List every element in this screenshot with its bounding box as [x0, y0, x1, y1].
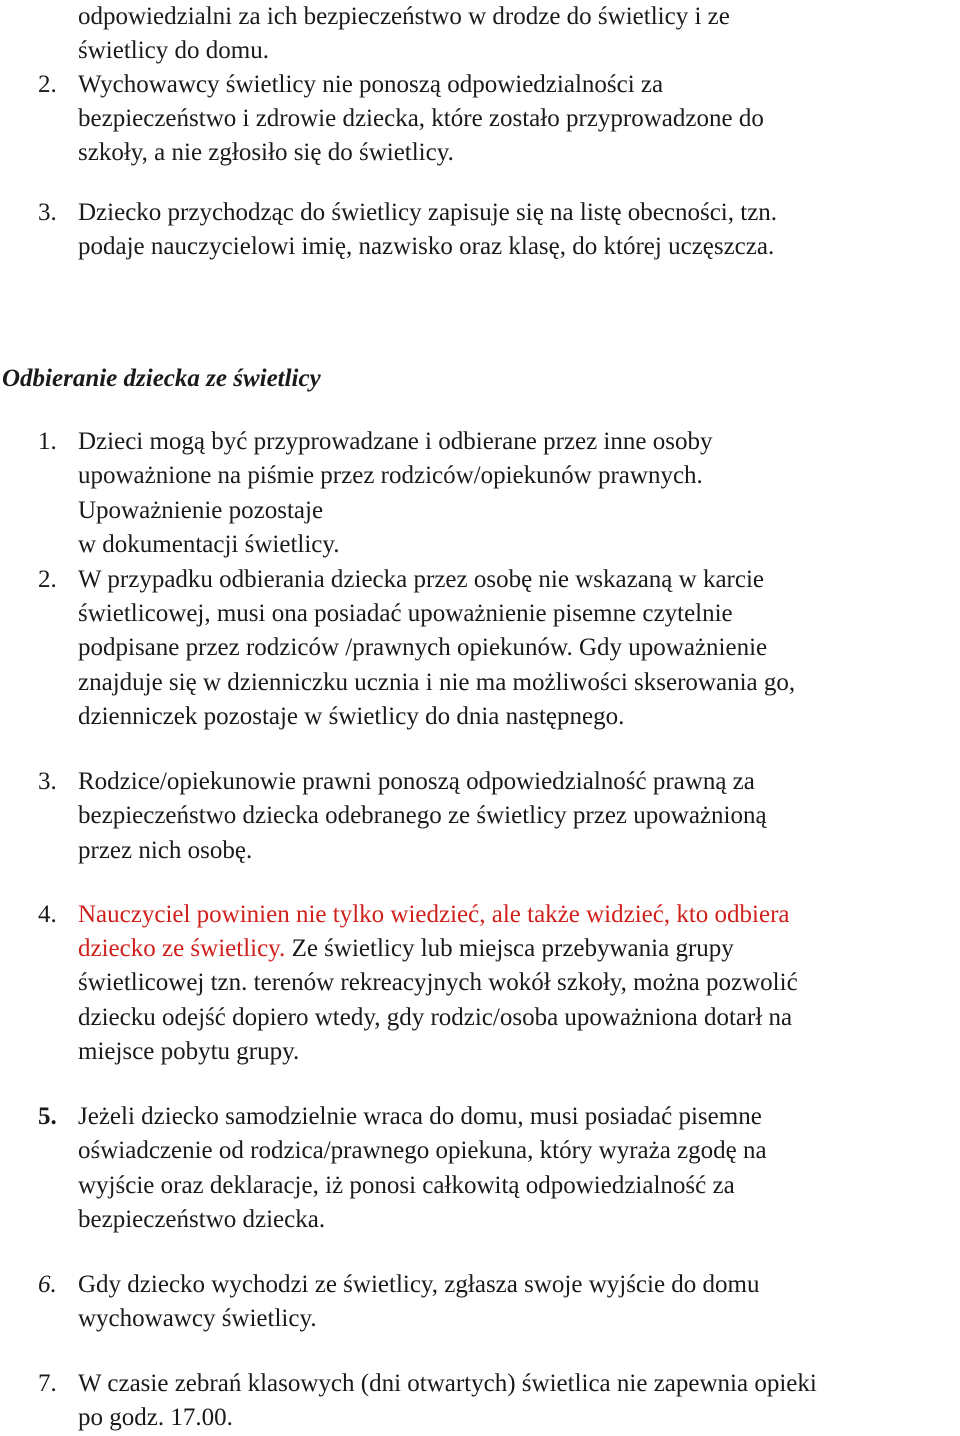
- list-item-line: podpisane przez rodziców /prawnych opiekunów. Gdy upoważnienie: [78, 634, 768, 661]
- list-item-line: świetlicowej tzn. terenów rekreacyjnych wokół szkoły, można pozwolić: [78, 969, 798, 996]
- list-item-line: po godz. 17.00.: [78, 1404, 233, 1431]
- list-item-line: upoważnione na piśmie przez rodziców/opiekunów prawnych.: [78, 462, 703, 489]
- paragraph-line: świetlicy do domu.: [78, 37, 269, 64]
- list-item-line: Upoważnienie pozostaje: [78, 497, 324, 524]
- list-number: 3.: [38, 199, 57, 226]
- list-item-line: szkoły, a nie zgłosiło się do świetlicy.: [78, 139, 454, 166]
- list-item-line: bezpieczeństwo dziecka.: [78, 1206, 326, 1233]
- list-item-line: znajduje się w dzienniczku ucznia i nie ma możliwości skserowania go,: [78, 669, 796, 696]
- paragraph-line: odpowiedzialni za ich bezpieczeństwo w drodze do świetlicy i ze: [78, 3, 730, 30]
- list-item-line: Jeżeli dziecko samodzielnie wraca do domu, musi posiadać pisemne: [78, 1103, 762, 1130]
- list-item-line: Dzieci mogą być przyprowadzane i odbierane przez inne osoby: [78, 428, 713, 455]
- list-number: 1.: [38, 428, 57, 455]
- list-number: 3.: [38, 768, 57, 795]
- list-item-line: przez nich osobę.: [78, 837, 253, 864]
- list-item-line: [78, 932, 734, 966]
- list-item-line: w dokumentacji świetlicy.: [78, 531, 340, 558]
- list-number: 6.: [38, 1271, 57, 1298]
- list-number: 5.: [38, 1103, 57, 1130]
- highlighted-text: dziecko ze świetlicy.: [78, 935, 286, 962]
- list-item-line: W przypadku odbierania dziecka przez osobę nie wskazaną w karcie: [78, 566, 765, 593]
- list-item-line: oświadczenie od rodzica/prawnego opiekuna, który wyraża zgodę na: [78, 1137, 767, 1164]
- list-item-line: W czasie zebrań klasowych (dni otwartych) świetlica nie zapewnia opieki: [78, 1370, 817, 1397]
- list-item-line: świetlicowej, musi ona posiadać upoważnienie pisemne czytelnie: [78, 600, 733, 627]
- list-item-line: Gdy dziecko wychodzi ze świetlicy, zgłasza swoje wyjście do domu: [78, 1271, 760, 1298]
- list-item-line: podaje nauczycielowi imię, nazwisko oraz klasę, do której uczęszcza.: [78, 233, 775, 260]
- list-item-line: bezpieczeństwo dziecka odebranego ze świetlicy przez upoważnioną: [78, 802, 767, 829]
- list-item-line: dziecku odejść dopiero wtedy, gdy rodzic/osoba upoważniona dotarł na: [78, 1004, 793, 1031]
- list-number: 2.: [38, 71, 57, 98]
- list-item-line: Rodzice/opiekunowie prawni ponoszą odpowiedzialność prawną za: [78, 768, 755, 795]
- list-item-line: Dziecko przychodząc do świetlicy zapisuje się na listę obecności, tzn.: [78, 199, 778, 226]
- list-item-line: wyjście oraz deklaracje, iż ponosi całkowitą odpowiedzialność za: [78, 1172, 735, 1199]
- list-item-line: Wychowawcy świetlicy nie ponoszą odpowiedzialności za: [78, 71, 664, 98]
- list-item-line: wychowawcy świetlicy.: [78, 1305, 317, 1332]
- highlighted-line: Nauczyciel powinien nie tylko wiedzieć, ale także widzieć, kto odbiera: [78, 901, 790, 928]
- list-item-text: Ze świetlicy lub miejsca przebywania grupy: [285, 935, 734, 962]
- list-number: 2.: [38, 566, 57, 593]
- list-item-line: miejsce pobytu grupy.: [78, 1038, 300, 1065]
- section-heading: Odbieranie dziecka ze świetlicy: [2, 365, 321, 392]
- list-number: 4.: [38, 901, 57, 928]
- list-item-line: dzienniczek pozostaje w świetlicy do dnia następnego.: [78, 703, 625, 730]
- list-number: 7.: [38, 1370, 57, 1397]
- list-item-line: bezpieczeństwo i zdrowie dziecka, które zostało przyprowadzone do: [78, 105, 764, 132]
